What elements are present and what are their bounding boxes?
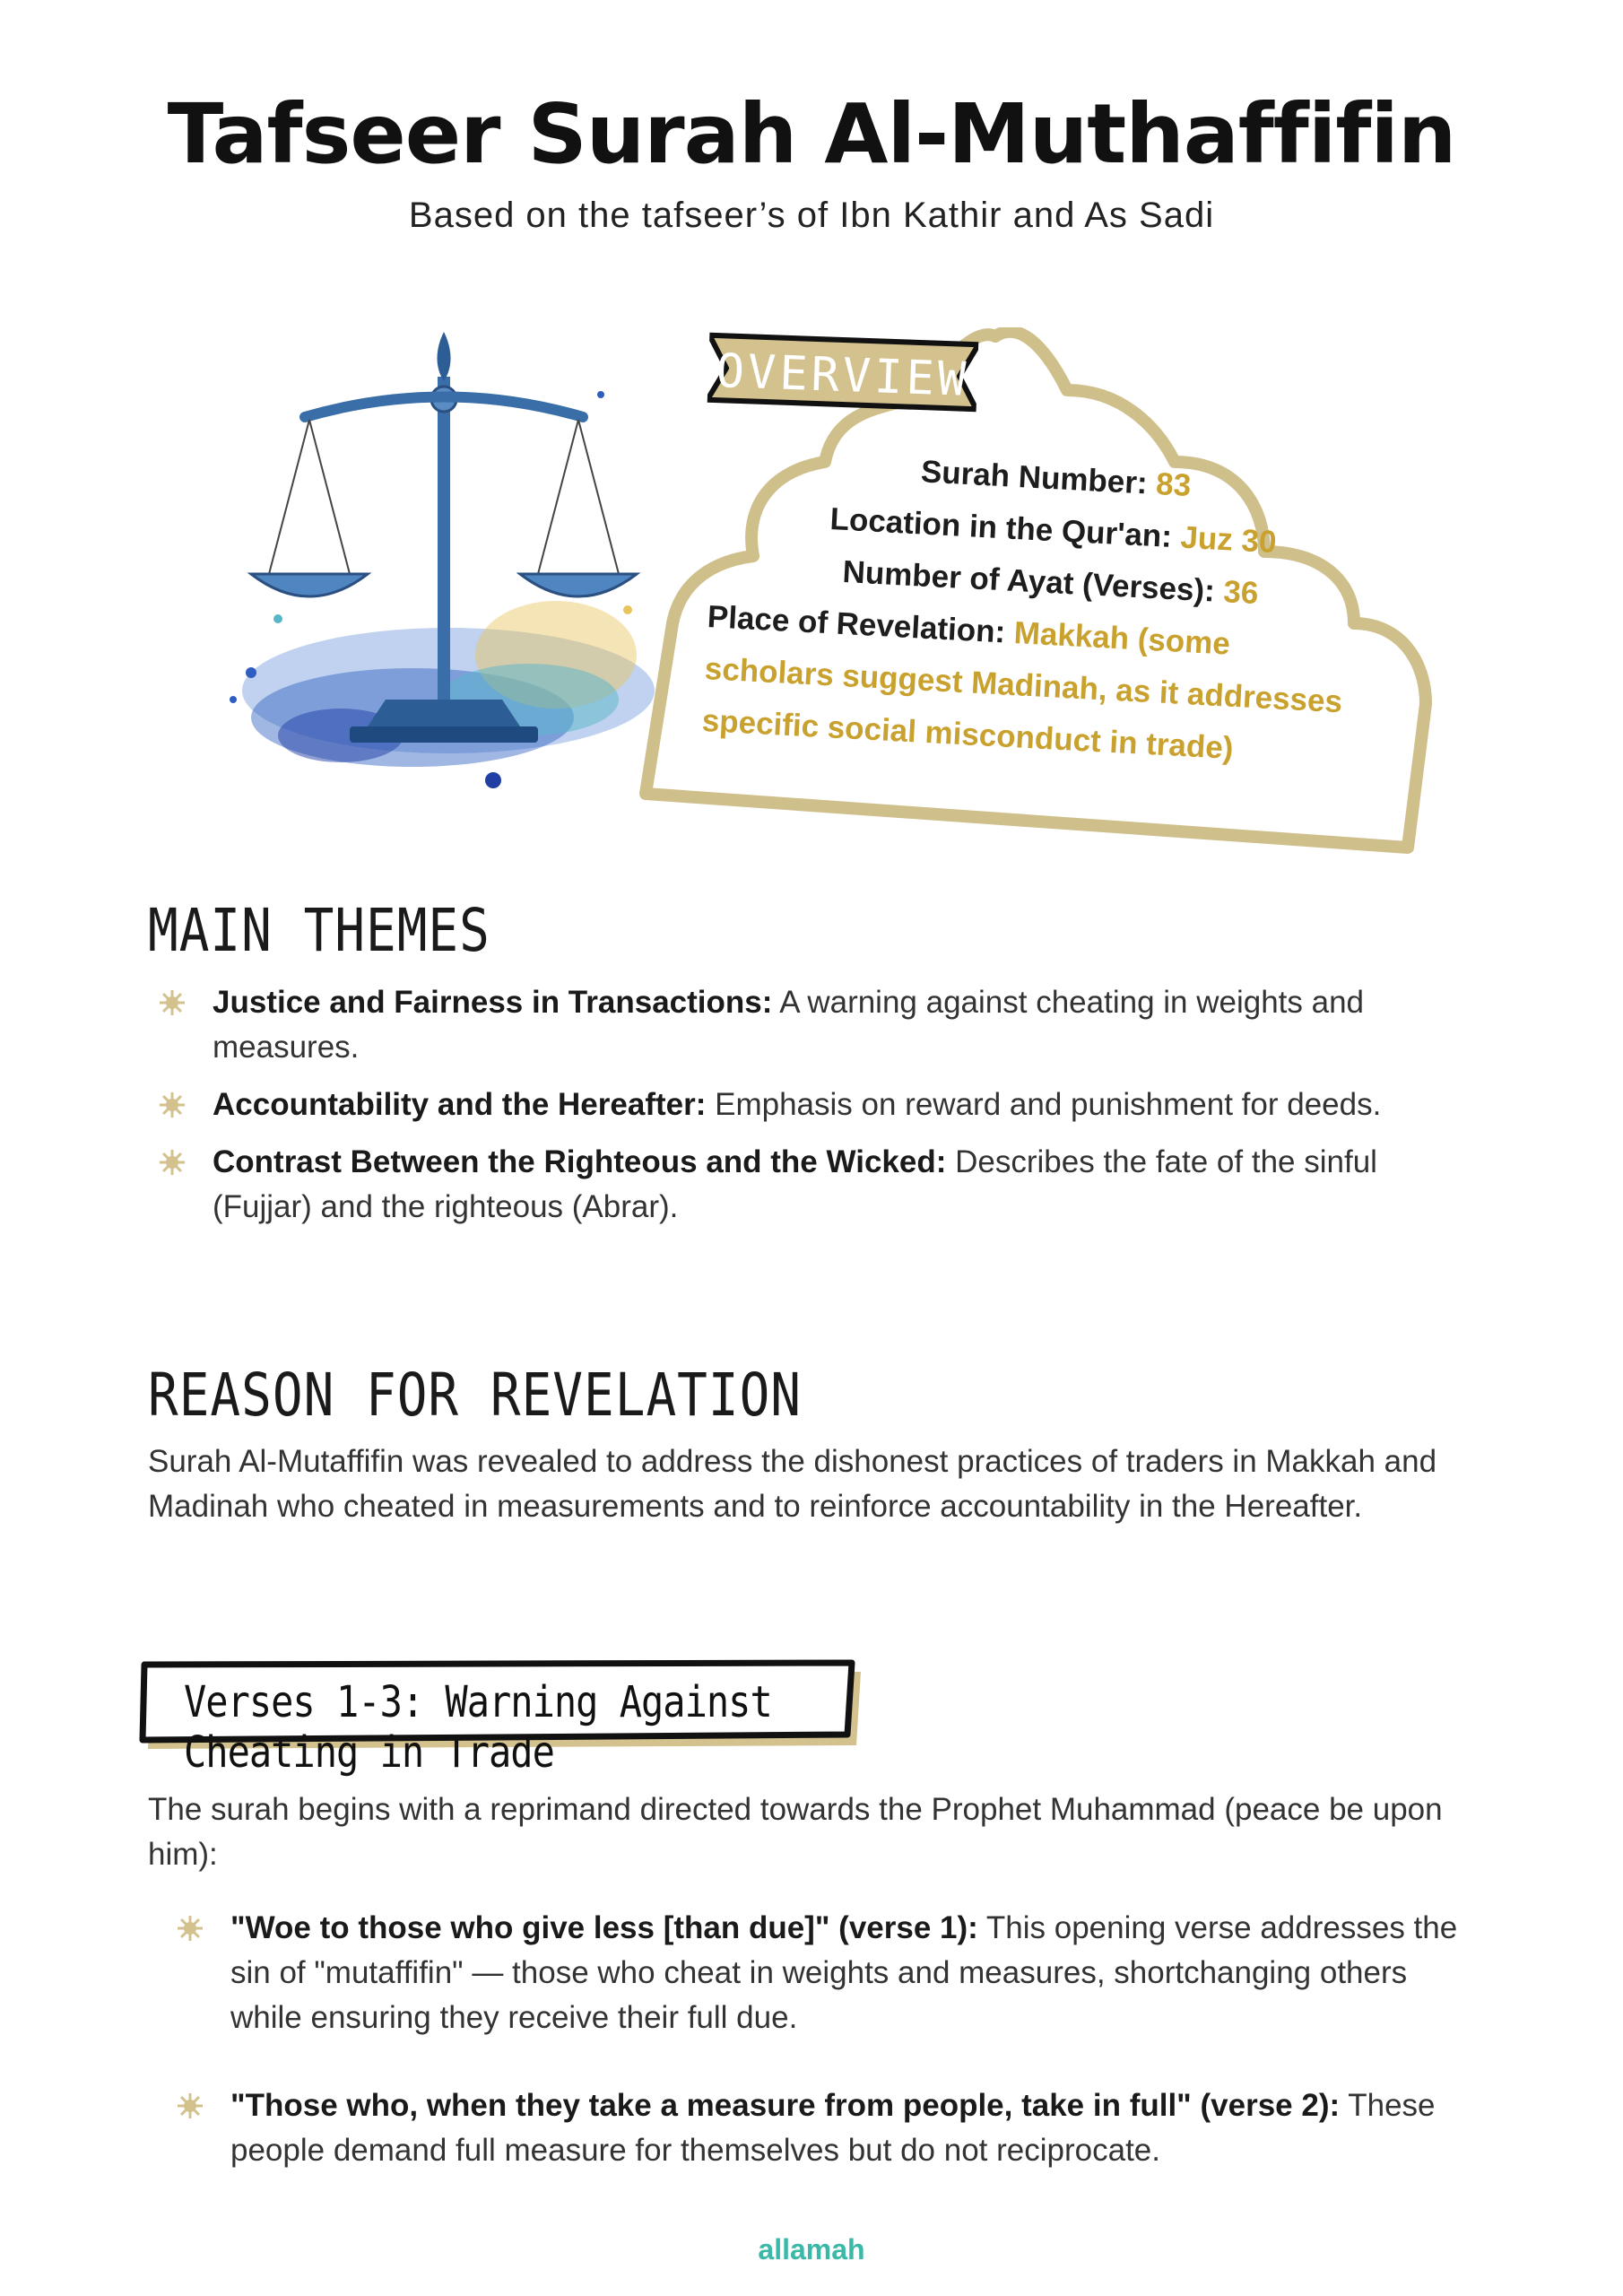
theme-title: Justice and Fairness in Transactions: xyxy=(213,985,773,1020)
sun-bullet-icon xyxy=(159,1091,186,1118)
sun-bullet-icon xyxy=(159,989,186,1016)
theme-item xyxy=(148,1140,1421,1230)
theme-title: Contrast Between the Righteous and the Wicked: xyxy=(213,1144,947,1179)
theme-item xyxy=(148,1083,1421,1127)
reason-heading: REASON FOR REVELATION xyxy=(148,1361,803,1431)
ayat-label: Number of Ayat (Verses): xyxy=(841,553,1216,609)
theme-text: Emphasis on reward and punishment for deeds. xyxy=(715,1087,1382,1122)
location-label: Location in the Qur'an: xyxy=(829,501,1173,555)
page-title: Tafseer Surah Al-Muthaffifin xyxy=(167,86,1456,182)
brand-logo: allamah xyxy=(758,2233,865,2266)
location-value: Juz 30 xyxy=(1179,519,1278,561)
surah-number-label: Surah Number: xyxy=(920,454,1149,501)
balance-scale-icon xyxy=(179,314,681,816)
themes-list xyxy=(148,980,1421,1242)
page-subtitle: Based on the tafseer’s of Ibn Kathir and As Sadi xyxy=(408,196,1215,235)
reason-body: Surah Al-Mutaffifin was revealed to address the dishonest practices of traders in Makkah and Madinah who cheated in measurements and to reinforce accountability in the Hereafter. xyxy=(148,1444,1437,1524)
theme-title: Accountability and the Hereafter: xyxy=(213,1087,707,1122)
verse-title: "Woe to those who give less [than due]" (verse 1): xyxy=(230,1910,978,1945)
verses-banner-label: Verses 1-3: Warning Against Cheating in Trade xyxy=(184,1676,772,1778)
verse-text: This opening verse addresses the sin of "mutaffifin" — those who cheat in weights and measures, shortchanging others while ensuring they receive their full due. xyxy=(230,1910,1458,2035)
theme-text: A warning against cheating in weights and measures. xyxy=(213,985,1365,1065)
revelation-label: Place of Revelation: xyxy=(707,599,1007,650)
sun-bullet-icon xyxy=(177,2092,204,2119)
verse-text: These people demand full measure for themselves but do not reciprocate. xyxy=(230,2088,1436,2168)
overview-banner-label: OVERVIEW xyxy=(715,344,971,407)
ayat-value: 36 xyxy=(1222,574,1260,612)
verses-intro: The surah begins with a reprimand directed towards the Prophet Muhammad (peace be upon him): xyxy=(148,1792,1443,1872)
surah-number-value: 83 xyxy=(1155,466,1193,504)
overview-details xyxy=(682,434,1415,783)
revelation-value-line-3: specific social misconduct in trade) xyxy=(700,702,1235,766)
revelation-value: Makkah (some xyxy=(1012,615,1231,662)
revelation-value-line-2: scholars suggest Madinah, as it addresses xyxy=(703,651,1343,720)
verse-item xyxy=(166,1906,1466,2040)
theme-item xyxy=(148,980,1421,1070)
overview-banner xyxy=(707,332,979,413)
theme-text: Describes the fate of the sinful (Fujjar) and the righteous (Abrar). xyxy=(213,1144,1377,1224)
main-themes-heading: MAIN THEMES xyxy=(148,897,490,966)
sun-bullet-icon xyxy=(159,1149,186,1176)
verses-list xyxy=(166,1906,1466,2216)
sun-bullet-icon xyxy=(177,1915,204,1942)
verse-title: "Those who, when they take a measure from people, take in full" (verse 2): xyxy=(230,2088,1341,2123)
verse-item xyxy=(166,2083,1466,2173)
